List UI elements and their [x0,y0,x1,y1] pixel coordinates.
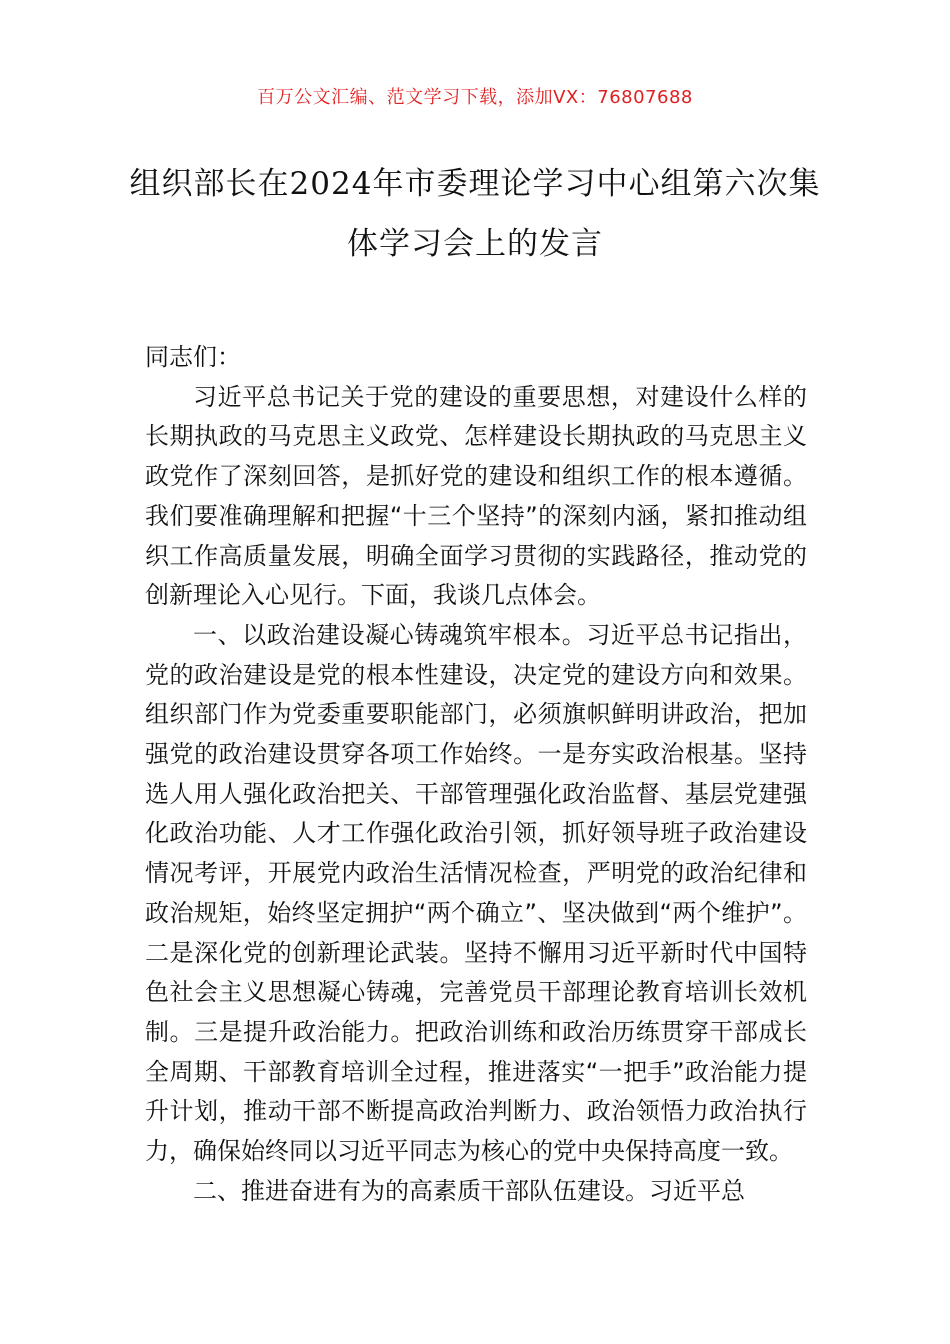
paragraph-section-two: 二、推进奋进有为的高素质干部队伍建设。习近平总 [193,1176,745,1205]
header-banner: 百万公文汇编、范文学习下载，添加VX：76807688 [257,87,693,108]
paragraph-section-one: 一、以政治建设凝心铸魂筑牢根本。习近平总书记指出，党的政治建设是党的根本性建设，决定党的建设方向和效果。组织部门作为党委重要职能部门，必须旗帜鲜明讲政治，把加强党的政治建设贯穿各项工作始终。一是夯实政治根基。坚持选人用人强化政治把关、干部管理强化政治监督、基层党建强化政治功能、人才工作强化政治引领，抓好领导班子政治建设情况考评，开展党内政治生活情况检查，严明党的政治纪律和政治规矩，始终坚定拥护“两个确立”、坚决做到“两个维护”。二是深化党的创新理论武装。坚持不懈用习近平新时代中国特色社会主义思想凝心铸魂，完善党员干部理论教育培训长效机制。三是提升政治能力。把政治训练和政治历练贯穿干部成长全周期、干部教育培训全过程，推进落实“一把手”政治能力提升计划，推动干部不断提高政治判断力、政治领悟力政治执行力，确保始终同以习近平同志为核心的党中央保持高度一致。 [145,620,807,1166]
document-body [145,338,807,1211]
salutation: 同志们： [145,343,241,371]
document-title: 组织部长在2024年市委理论学习中心组第六次集体学习会上的发言 [129,166,821,262]
paragraph-intro: 习近平总书记关于党的建设的重要思想，对建设什么样的长期执政的马克思主义政党、怎样建设长期执政的马克思主义政党作了深刻回答，是抓好党的建设和组织工作的根本遵循。我们要准确理解和把握“十三个坚持”的深刻内涵，紧扣推动组织工作高质量发展，明确全面学习贯彻的实践路径，推动党的创新理论入心见行。下面，我谈几点体会。 [145,382,807,610]
